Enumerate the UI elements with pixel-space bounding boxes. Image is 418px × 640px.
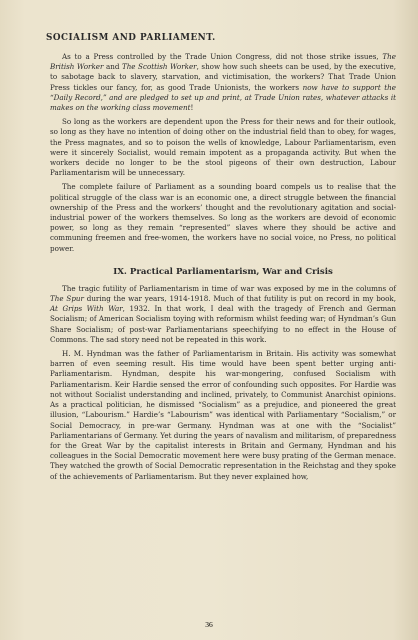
section-heading: IX. Practical Parliamentarism, War and Crisis [113, 266, 333, 277]
paragraph: So long as the workers are dependent upon the Press for their news and for their outlook, so long as they have no intention of doing other on the industrial field than to obey, for wages, the Press magnates, and so to poison the wells of knowledge, Labour Parliamentarism, even were it sincerely Socialist, would remain impotent as a propaganda activity. But when the workers decide no longer to be the stool pigeons of their own destruction, Labour Parliamentarism will be unnecessary. [50, 117, 396, 178]
paragraph: The tragic futility of Parliamentarism in time of war was exposed by me in the columns of The Spur during the war years, 1914-1918. Much of that futility is put on record in my book, At Grips With War, 1932. In that work, I deal with the tragedy of French and German Socialism; of American Socialism toying with reformism whilst feeding war; of Hyndman’s Gun Share Socialism; of post-war Parliamentarians speechifying to no effect in the House of Commons. The sad story need not be repeated in this work. [50, 283, 396, 344]
paragraph: The complete failure of Parliament as a sounding board compels us to realise that the political struggle of the class war is an economic one, a direct struggle between the financial ownership of the Press and the workers’ thought and the revolutionary agitation and social-industrial power of the workers themselves. So long as the workers are devoid of economic power, so long as they remain “represented” slaves where they should be active and communing freemen and free-women, the workers have no social voice, no Press, no political power. [50, 182, 396, 253]
paragraph: H. M. Hyndman was the father of Parliamentarism in Britain. His activity was somewhat barren of even seeming result. His time would have been spent better urging anti-Parliamentarism. Hyndman, despite his war-mongering, confused Socialism with Parliamentarism. Keir Hardie sensed the error of confounding such opposites. For Hardie was not without Socialist understanding and inclined, privately, to Communist Anarchist opinions. As a practical politician, he dismissed “Socialism” as a prejudice, and pioneered the great illusion, “Labourism.” Hardie’s “Labourism” was identical with Parliamentary “Socialism,” or Social Democracy, in pre-war Germany. Hyndman was at one with the “Socialist” Parliamentarians of Germany. Yet during the years of navalism and militarism, of preparedness for the Great War by the capitalist interests in Britain and Germany, Hyndman and his colleagues in the Social Democratic movement here were busy prating of the German menace. They watched the growth of Social Democratic representation in the Reichstag and they spoke of the achievements of Parliamentarism. But they never explained how, [50, 349, 396, 481]
paragraph: As to a Press controlled by the Trade Union Congress, did not those strike issues, The British Worker and The Scottish Worker, show how such sheets can be used, by the executive, to sabotage back to slavery, starvation, and victimisation, the workers? That Trade Union Press tickles our fancy, for, as good Trade Unionists, the workers now have to support the “Daily Record,” and are pledged to set up and print, at Trade Union rates, whatever attacks it makes on the working class movement! [50, 52, 397, 113]
italic-text: The British Worker [50, 52, 396, 72]
body-text-after [50, 284, 396, 482]
italic-text: now have to support the “Daily Record,” and are pledged to set up and print, at Trade Union rates, whatever attacks it makes on the working class movement [50, 82, 396, 113]
running-head: SOCIALISM AND PARLIAMENT. [46, 33, 216, 43]
page-number: 36 [205, 620, 213, 629]
italic-text: At Grips With War [50, 304, 123, 314]
italic-text: The Spur [50, 294, 84, 304]
body-text-before [50, 52, 396, 254]
italic-text: The Scottish Worker [121, 62, 197, 72]
